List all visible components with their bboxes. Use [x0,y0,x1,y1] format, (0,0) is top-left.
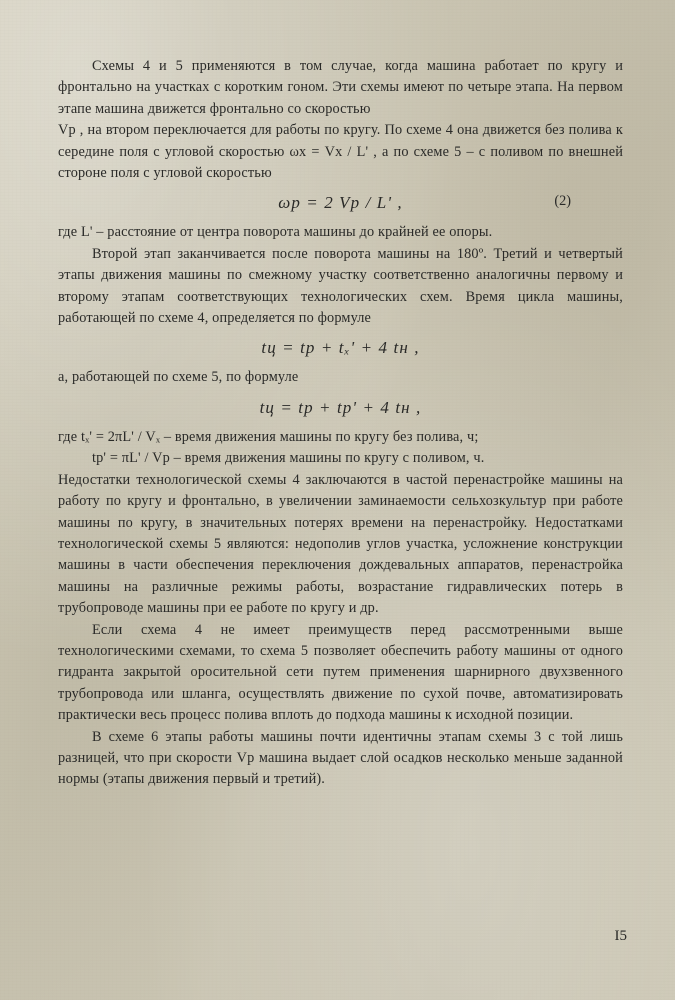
formula-3 [58,389,623,427]
formula-1-number: (2) [554,193,571,210]
paragraph-4: Второй этап заканчивается после поворота машины на 180º. Третий и четвертый этапы движения машины по смежному участку соответственно аналогичны первому и второму этапам соответствующих технологических схем. Время цикла машины, работающей по схеме 4, определяется по формуле [58,245,623,327]
paragraph-8: Недостатки технологической схемы 4 заключаются в частой перенастройке машины на работу по кругу и фронтально, в увеличении заминаемости сельхозкультур при работе машины по кругу, в значительных потерях времени на перенастройку. Недостатками технологической схемы 5 являются: недополив углов участка, усложнение конструкции машины в части обеспечения переключения дождевальных аппаратов, перенастройка машины на различные режимы работы, возрастание гидравлических потерь в трубопроводе машины при ее работе по кругу и др. [58,471,623,617]
page-content [58,56,623,791]
formula-1-expression: ωр = 2 Vр / L' , [278,193,403,213]
paragraph-2: Vр , на втором переключается для работы по кругу. По схеме 4 она движется без полива к середине поля с угловой скоростью ωх = Vх / L' , а по схеме 5 – с поливом по внешней стороне поля с угловой скоростью [58,122,623,182]
formula-2-expression: tц = tр + tₓ' + 4 tн , [261,338,420,358]
paragraph-6: где tₓ' = 2πL' / Vₓ – время движения машины по кругу без полива, ч; [58,428,479,445]
paragraph-9: Если схема 4 не имеет преимуществ перед рассмотренными выше технологическими схемами, то схема 5 позволяет обеспечить работу машины от одного гидранта закрытой оросительной сети путем применения шарнирного двухзвенного трубопровода или шланга, осуществлять движение по сухой почве, автоматизировать практически весь процесс полива вплоть до подхода машины к исходной позиции. [58,621,623,724]
formula-2 [58,329,623,367]
paragraph-3: где L' – расстояние от центра поворота машины до крайней ее опоры. [58,224,493,241]
paragraph-5: а, работающей по схеме 5, по формуле [58,369,299,386]
page-number: I5 [614,928,627,944]
paragraph-7: tр' = πL' / Vр – время движения машины по кругу с поливом, ч. [92,450,485,467]
paragraph-1: Схемы 4 и 5 применяются в том случае, когда машина работает по кругу и фронтально на участках с коротким гоном. Эти схемы имеют по четыре этапа. На первом этапе машина движется фронтально со скоростью [58,58,623,117]
formula-3-expression: tц = tр + tр' + 4 tн , [259,397,422,417]
formula-1 [58,184,623,222]
paragraph-10: В схеме 6 этапы работы машины почти идентичны этапам схемы 3 с той лишь разницей, что при скорости Vр машина выдает слой осадков несколько меньше заданной нормы (этапы движения первый и третий). [58,728,623,788]
